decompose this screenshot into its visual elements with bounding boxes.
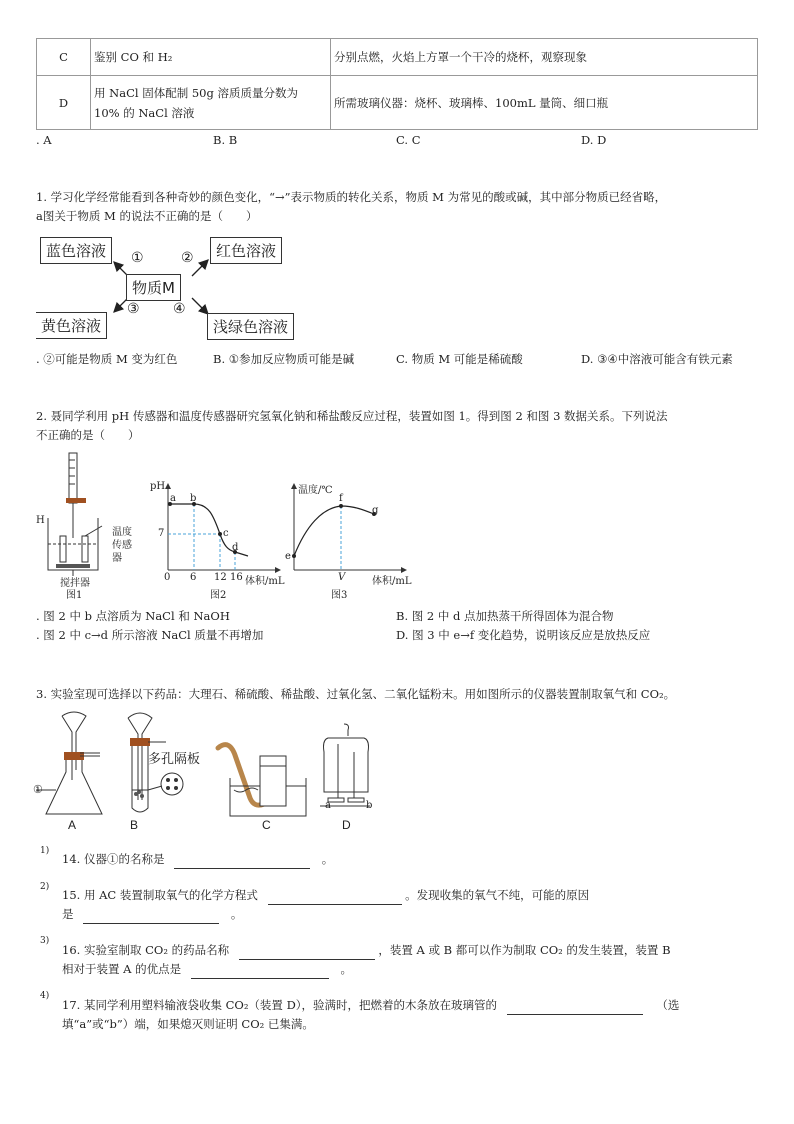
fig3-point-e: e [285,551,291,562]
fig2-xlabel: 体积/mL [245,576,285,587]
sub1-end: 。 [321,852,334,866]
q12-choice-b[interactable]: B. 图 2 中 d 点加热蒸干所得固体为混合物 [396,609,614,623]
q12-choice-d[interactable]: D. 图 3 中 e→f 变化趋势，说明该反应是放热反应 [396,628,651,642]
fig1-sensor-line1: 温度 [112,527,132,538]
sub1-blank[interactable] [174,855,310,869]
label-3: ③ [127,301,140,317]
fig3-point-f: f [339,493,343,504]
label-2: ② [181,250,194,266]
row-detail: 分别点燃，火焰上方罩一个干冷的烧杯，观察现象 [331,39,758,76]
fig1-sensor-line3: 器 [112,553,122,564]
box-red-solution: 红色溶液 [210,237,282,264]
sub3-line2 [62,960,352,979]
sub3-mid: ，装置 A 或 B 都可以作为制取 CO₂ 的发生装置，装置 B [378,943,671,957]
apparatus-b-label: B [130,818,139,832]
apparatus-c [210,738,318,822]
sub4-number: 4) [40,991,50,1001]
fig2-y7: 7 [158,528,165,539]
fig2-point-c: c [223,528,229,539]
sub4-mid: （选 [656,998,680,1012]
apparatus-a-mark: ① [33,783,43,796]
tube-b-label: b [366,800,373,811]
sub3-number: 3) [40,936,50,946]
arrow-2 [192,260,208,276]
sub2-line1 [62,886,589,905]
apparatus-c-label: C [262,818,271,832]
sub2-end: 。 [230,907,243,921]
row-detail: 所需玻璃仪器：烧杯、玻璃棒、100mL 量筒、细口瓶 [331,76,758,130]
sub4-text: 17. 某同学利用塑料输液袋收集 CO₂（装置 D），验满时，把燃着的木条放在玻璃管的 [62,998,498,1012]
fig3-point-g: g [372,505,379,516]
q13-stem: 3. 实验室现可选择以下药品：大理石、稀硫酸、稀盐酸、过氧化氢、二氧化锰粉末。用如图所示的仪器装置制取氧气和 CO₂。 [36,687,676,701]
sub3-line1 [62,941,671,960]
sub3-text: 16. 实验室制取 CO₂ 的药品名称 [62,943,230,957]
sub3-end: 。 [340,962,352,976]
q12-choice-a[interactable]: . 图 2 中 b 点溶质为 NaCl 和 NaOH [36,609,230,623]
sub2-mid: 。发现收集的氧气不纯，可能的原因 [405,888,590,902]
fig2-point-b: b [190,493,197,504]
fig3-xlabel: 体积/mL [372,576,412,587]
q11-choice-c[interactable]: C. 物质 M 可能是稀硫酸 [396,352,523,366]
q11-choice-b[interactable]: B. ①参加反应物质可能是碱 [213,352,355,366]
q11-stem-line1: 1. 学习化学经常能看到各种奇妙的颜色变化，“→”表示物质的转化关系，物质 M 为常见的酸或碱，其中部分物质已经省略， [36,190,667,204]
label-1: ① [131,250,144,266]
fig1-label-h: H [36,515,45,526]
apparatus-a [36,710,116,822]
sub4-line1 [62,996,679,1015]
choice-a[interactable]: . A [36,133,52,147]
sub1-line [62,850,333,869]
fig1-stirrer: 搅拌器 [60,578,90,589]
choice-c[interactable]: C. C [396,133,421,147]
q11-choice-a[interactable]: . ②可能是物质 M 变为红色 [36,352,178,366]
table-row [37,76,758,130]
choice-d[interactable]: D. D [581,133,607,147]
sub3-blank1[interactable] [239,946,375,960]
q11-choice-d[interactable]: D. ③④中溶液可能含有铁元素 [581,352,733,366]
choice-b[interactable]: B. B [213,133,238,147]
row-method: 鉴别 CO 和 H₂ [91,39,331,76]
fig2-caption: 图2 [210,590,227,601]
apparatus-a-label: A [68,818,77,832]
box-yellow-solution: 黄色溶液 [36,312,107,339]
fig2-point-d: d [232,542,239,553]
fig3-ylabel: 温度/℃ [298,485,333,496]
label-4: ④ [173,301,186,317]
box-light-green-solution: 浅绿色溶液 [207,313,294,340]
row-method-line1: 用 NaCl 固体配制 50g 溶质质量分数为 [94,85,299,100]
row-method [91,76,331,130]
options-table [36,38,758,130]
porous-plate-label: 多孔隔板 [148,752,201,767]
sub2-text: 15. 用 AC 装置制取氧气的化学方程式 [62,888,258,902]
fig2-tick-16: 16 [230,572,243,583]
fig2-tick-6: 6 [190,572,197,583]
sub3-line2-text: 相对于装置 A 的优点是 [62,962,182,976]
fig3-caption: 图3 [331,590,348,601]
fig1-sensor-line2: 传感 [112,540,132,551]
sub4-blank[interactable] [507,1001,643,1015]
sub2-line2-text: 是 [62,907,74,921]
q12-stem-line1: 2. 聂同学利用 pH 传感器和温度传感器研究氢氧化钠和稀盐酸反应过程，装置如图 1。得到图 2 和图 3 数据关系。下列说法 [36,409,668,423]
fig1-caption: 图1 [66,590,83,601]
fig3-tick-v: V [338,572,346,583]
q11-stem-line2: a图关于物质 M 的说法不正确的是（ ） [36,209,258,223]
sub1-number: 1) [40,846,50,856]
sub2-line2 [62,905,242,924]
sub2-blank2[interactable] [83,910,219,924]
table-row [37,39,758,76]
sub4-line2: 填“a”或“b”）端，如果熄灭则证明 CO₂ 已集满。 [62,1017,314,1031]
box-substance-m: 物质M [126,274,181,301]
sub3-blank2[interactable] [191,965,329,979]
tube-a-label: a [325,800,331,811]
arrow-4 [192,298,208,314]
row-method-line2: 10% 的 NaCl 溶液 [94,105,195,120]
fig2-point-a: a [170,493,176,504]
q12-stem-line2: 不正确的是（ ） [36,428,140,442]
fig2-tick-0: 0 [164,572,171,583]
row-label: D [37,76,91,130]
apparatus-d-label: D [342,818,351,832]
q12-choice-c[interactable]: . 图 2 中 c→d 所示溶液 NaCl 质量不再增加 [36,628,264,642]
fig2-ylabel: pH [150,481,166,492]
sub2-number: 2) [40,882,50,892]
sub1-text: 14. 仪器①的名称是 [62,852,165,866]
box-blue-solution: 蓝色溶液 [40,237,112,264]
sub2-blank1[interactable] [268,891,402,905]
fig2-tick-12: 12 [214,572,227,583]
row-label: C [37,39,91,76]
